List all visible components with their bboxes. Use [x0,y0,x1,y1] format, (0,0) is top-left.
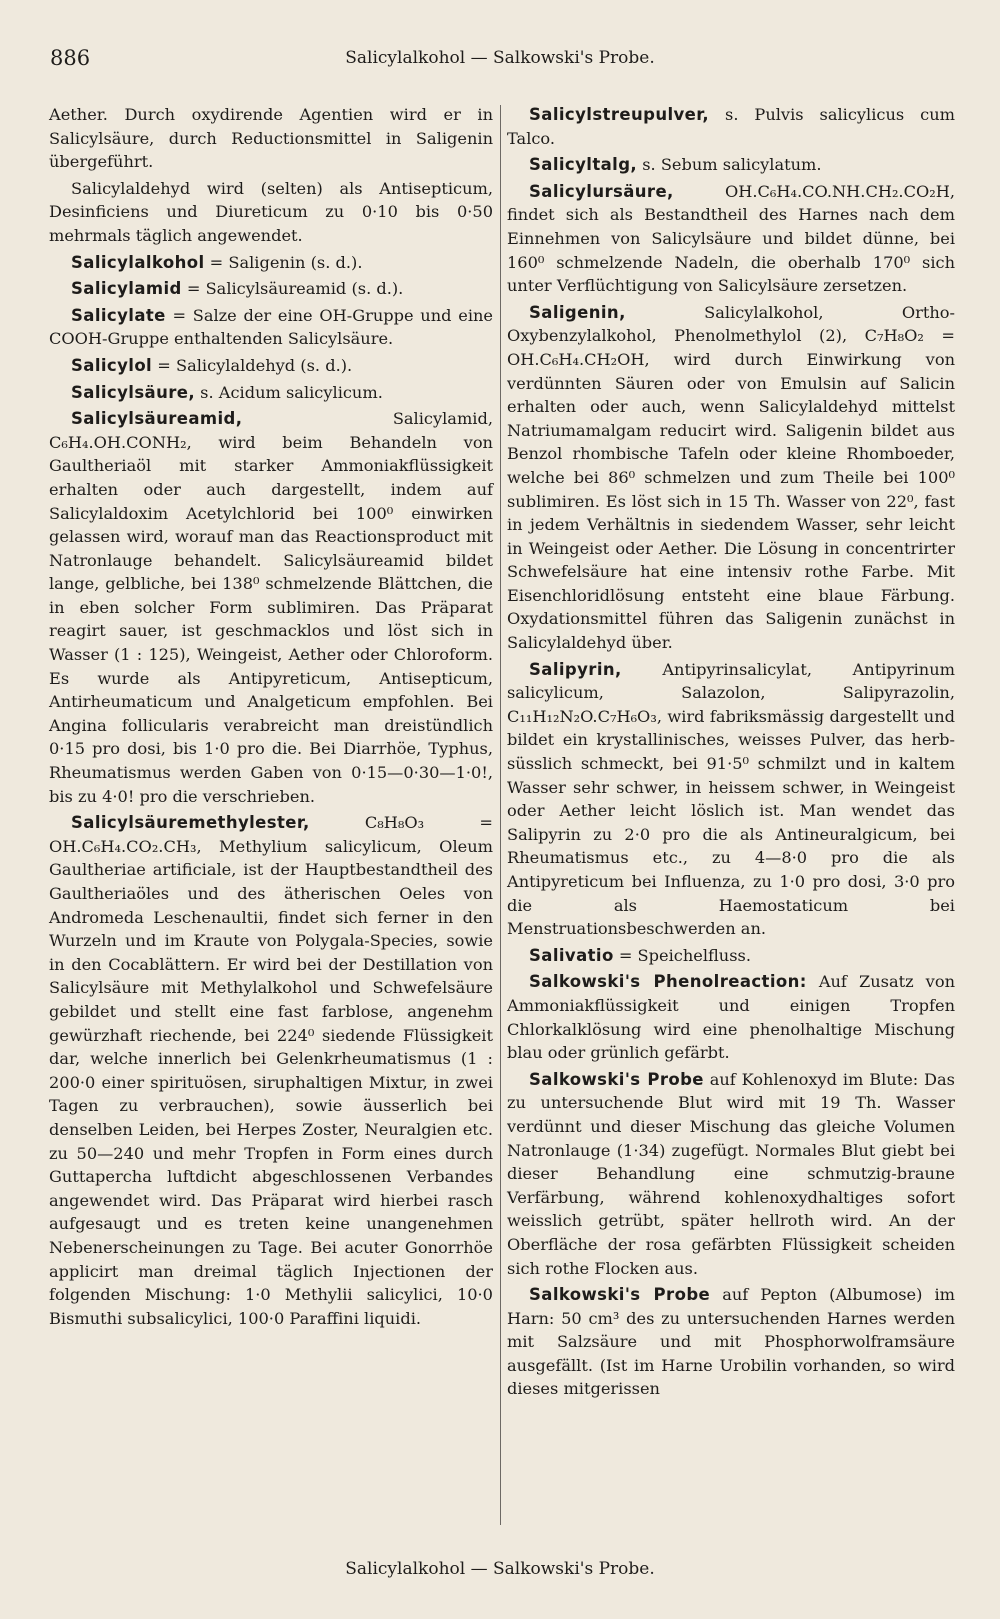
page-header [50,46,950,76]
entry-text: = Salicylsäureamid (s. d.). [181,279,404,299]
entry-headword: Salkowski's Probe [529,1069,704,1089]
entry-salkowski-probe-kohlenoxyd [507,1068,955,1280]
entry-headword: Salivatio [529,945,614,965]
entry-headword: Salicylsäuremethylester, [71,813,310,833]
entry-text: = Salicylaldehyd (s. d.). [152,355,353,375]
entry-salicyltalg [507,153,955,177]
entry-headword: Salipyrin, [529,659,622,679]
paragraph: Aether. Durch oxydirende Agentien wird er in Salicylsäure, durch Reductionsmittel in Saligenin übergeführt. [49,105,493,172]
entry-salicylsaeure [49,381,493,405]
entry-headword: Salicyltalg, [529,155,638,175]
entry-text: Salicylalkohol, Ortho-Oxybenzylalkohol, Phenolmethylol (2), C₇H₈O₂ = OH.C₆H₄.CH₂OH, wird durch Einwirkung von verdünnten Säuren oder von Emulsin auf Salicin erhalten oder auch, wenn Salicylaldehyd mittelst Natriumamalgam reducirt wird. Saligenin bildet aus Benzol rhombische Tafeln oder kleine Rhomboeder, welche bei 86⁰ schmelzen und zum Theile bei 100⁰ sublimiren. Es löst sich in 15 Th. Wasser von 22⁰, fast in jedem Verhältnis in siedendem Wasser, sehr leicht in Weingeist oder Aether. Die Lösung in concentrirter Schwefelsäure hat eine intensiv rothe Farbe. Mit Eisenchloridlösung entsteht eine blaue Färbung. Oxydationsmittel führen das Saligenin zunächst in Salicylaldehyd über. [507,302,955,653]
entry-text: auf Kohlenoxyd im Blute: Das zu untersuchende Blut wird mit 19 Th. Wasser verdünnt und dieser Mischung das gleiche Volumen Natronlauge (1·34) zugefügt. Normales Blut giebt bei dieser Behandlung eine schmutzig-braune Verfärbung, während kohlenoxydhaltiges sofort weisslich getrübt, später hellroth wird. An der Oberfläche der rosa gefärbten Flüssigkeit scheiden sich rothe Flocken aus. [507,1069,955,1278]
entry-text: OH.C₆H₄.CO.NH.CH₂.CO₂H, findet sich als Bestandtheil des Harnes nach dem Einnehmen von Salicylsäure und bildet dünne, bei 160⁰ schmelzende Nadeln, die oberhalb 170⁰ sich unter Verflüchtigung von Salicylsäure zersetzen. [507,181,955,296]
entry-salicylamid [49,277,493,301]
entry-headword: Salicylsäureamid, [71,409,243,429]
entry-salicylstreupulver [507,103,955,150]
entry-headword: Salicylursäure, [529,181,674,201]
entry-salicylalkohol [49,251,493,275]
entry-headword: Salicylol [71,355,153,375]
entry-salicylol [49,354,493,378]
entry-salipyrin [507,658,955,941]
entry-salicylsaeureamid [49,407,493,808]
page-number: 886 [50,46,91,70]
running-title: Salicylalkohol — Salkowski's Probe. [345,48,655,68]
entry-headword: Salicylamid [71,279,182,299]
right-column [507,103,955,1404]
entry-headword: Saligenin, [529,302,626,322]
entry-text: s. Pulvis salicylicus cum Talco. [507,105,955,148]
entry-text: auf Pepton (Albumose) im Harn: 50 cm³ des zu untersuchenden Harnes werden mit Salzsäure und mit Phosphorwolframsäure ausgefällt. (Ist im Harne Urobilin vorhanden, so wird dieses mitgerissen [507,1285,956,1399]
entry-salicylsaeuremethylester [49,811,493,1330]
entry-text: Auf Zusatz von Ammoniakflüssigkeit und einigen Tropfen Chlorkalklösung wird eine phenolhaltige Mischung blau oder grünlich gefärbt. [507,972,955,1063]
entry-headword: Salicylate [71,305,166,325]
column-divider [500,105,501,1525]
page-footer: Salicylalkohol — Salkowski's Probe. [345,1559,655,1579]
entry-salivatio [507,944,955,968]
entry-salicylate [49,304,493,351]
entry-salkowski-phenolreaction [507,970,955,1064]
entry-salicylursaeure [507,180,955,298]
entry-text: s. Sebum salicylatum. [637,155,822,175]
entry-headword: Salicylalkohol [71,252,205,272]
entry-headword: Salicylsäure, [71,382,196,402]
left-column [49,103,493,1333]
entry-text: = Speichelfluss. [613,945,751,965]
entry-text: = Saligenin (s. d.). [204,252,363,272]
entry-headword: Salkowski's Phenolreaction: [529,972,807,992]
entry-headword: Salicylstreupulver, [529,105,710,124]
paragraph: Salicylaldehyd wird (selten) als Antisepticum, Desinficiens und Diureticum zu 0·10 bis 0·50 mehrmals täglich angewendet. [49,178,493,245]
entry-text: = Salze der eine OH-Gruppe und eine COOH-Gruppe enthaltenden Salicylsäure. [49,305,493,349]
entry-text: s. Acidum salicylicum. [195,382,383,402]
entry-text: C₈H₈O₃ = OH.C₆H₄.CO₂.CH₃, Methylium salicylicum, Oleum Gaultheriae artificiale, ist der Hauptbestandtheil des Gaultheriaöles und des ätherischen Oeles von Andromeda Leschenaultii, findet sich ferner in den Wurzeln und im Kraute von Polygala-Species, sowie in den Cocablättern. Er wird bei der Destillation von Salicylsäure mit Methylalkohol und Schwefelsäure gebildet und stellt eine fast farblose, angenehm gewürzhaft riechende, bei 224⁰ siedende Flüssigkeit dar, welche innerlich bei Gelenkrheumatismus (1 : 200·0 einer spirituösen, siruphaltigen Mixtur, in zwei Tagen zu verbrauchen), sowie äusserlich bei denselben Leiden, bei Herpes Zoster, Neuralgien etc. zu 50—240 und mehr Tropfen in Form eines durch Guttapercha luftdicht abgeschlossenen Verbandes angewendet wird. Das Präparat wird hierbei rasch aufgesaugt und es treten keine unangenehmen Nebenerscheinungen zu Tage. Bei acuter Gonorrhöe applicirt man dreimal täglich Injectionen der folgenden Mischung: 1·0 Methylii salicylici, 10·0 Bismuthi subsalicylici, 100·0 Paraffini liquidi. [49,813,493,1328]
entry-saligenin [507,301,955,655]
entry-headword: Salkowski's Probe [529,1285,711,1305]
entry-text: Salicylamid, C₆H₄.OH.CONH₂, wird beim Behandeln von Gaultheriaöl mit starker Ammoniakflüssigkeit erhalten oder auch dargestellt, indem auf Salicylaldoxim Acetylchlorid bei 100⁰ einwirken gelassen wird, worauf man das Reactionsproduct mit Natronlauge behandelt. Salicylsäureamid bildet lange, gelbliche, bei 138⁰ schmelzende Blättchen, die in eben solcher Form sublimiren. Das Präparat reagirt sauer, ist geschmacklos und löst sich in Wasser (1 : 125), Weingeist, Aether oder Chloroform. Es wurde als Antipyreticum, Antisepticum, Antirheumaticum und Analgeticum empfohlen. Bei Angina follicularis verabreicht man dreistündlich 0·15 pro dosi, bis 1·0 pro die. Bei Diarrhöe, Typhus, Rheumatismus werden Gaben von 0·15—0·30—1·0!, bis zu 4·0! pro die verschrieben. [49,409,493,806]
entry-text: Antipyrinsalicylat, Antipyrinum salicylicum, Salazolon, Salipyrazolin, C₁₁H₁₂N₂O.C₇H₆O₃, wird fabriksmässig dargestellt und bildet ein krystallinisches, weisses Pulver, das herb-süsslich schmeckt, bei 91·5⁰ schmilzt und in kaltem Wasser sehr schwer, in heissem schwer, in Weingeist oder Aether leicht löslich ist. Man wendet das Salipyrin zu 2·0 pro die als Antineuralgicum, bei Rheumatismus etc., zu 4—8·0 pro die als Antipyreticum bei Influenza, zu 1·0 pro dosi, 3·0 pro die als Haemostaticum bei Menstruationsbeschwerden an. [507,659,955,939]
entry-salkowski-probe-pepton [507,1283,955,1401]
